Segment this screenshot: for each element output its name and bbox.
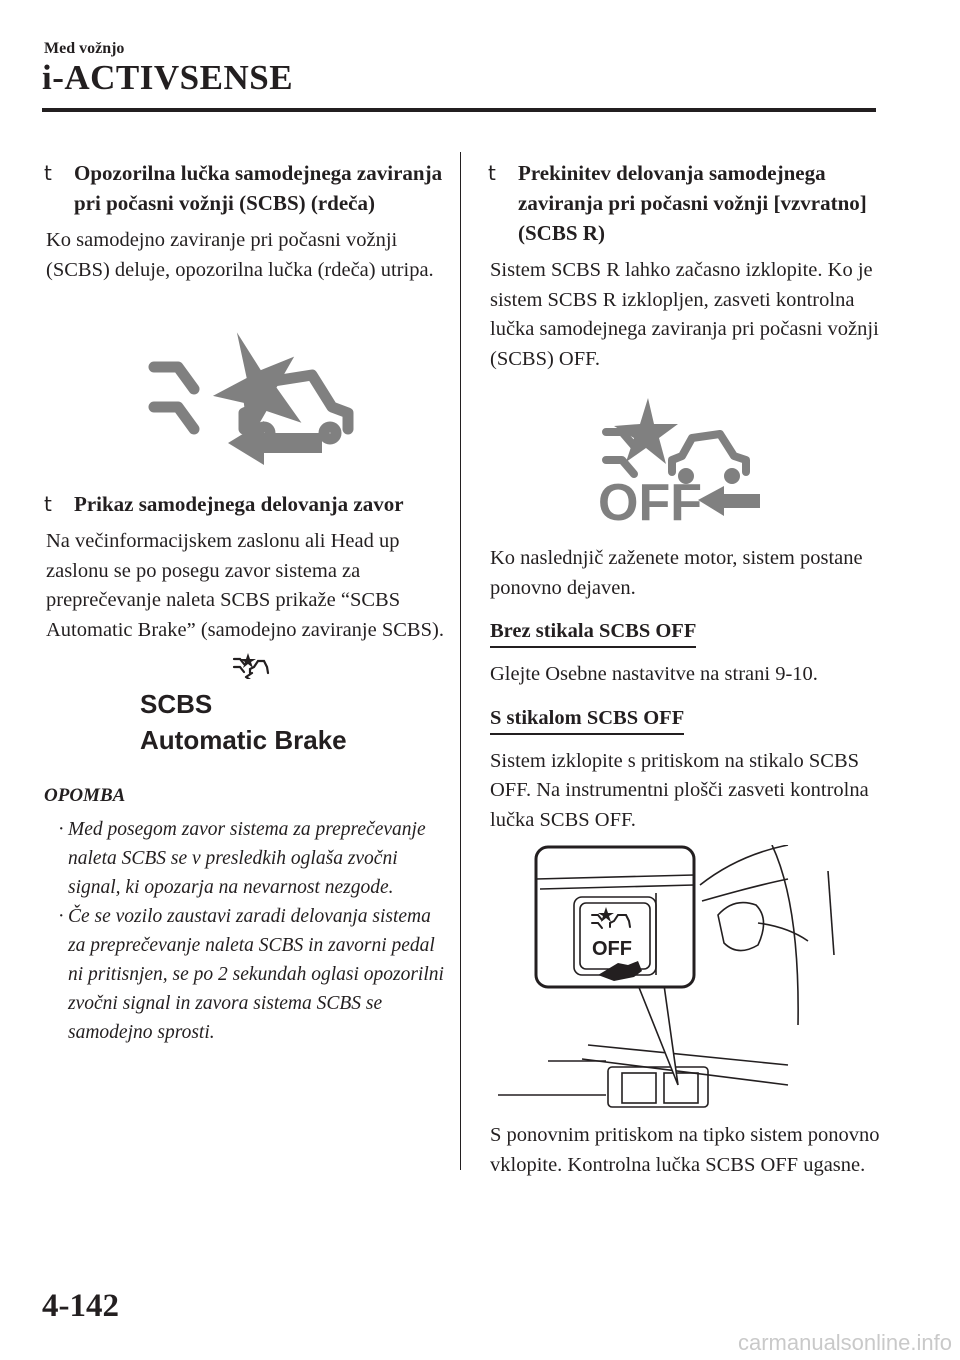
bullet-dot: · [58, 819, 65, 840]
note-item [44, 902, 444, 1047]
left-column [44, 158, 444, 1047]
paragraph: Glejte Osebne nastavitve na strani 9-10. [490, 663, 818, 685]
heading-scbs-r [488, 158, 888, 248]
off-text: OFF [598, 474, 702, 528]
bullet-dot: · [58, 906, 65, 927]
scbs-small-icon [230, 651, 270, 679]
subheading-no-switch: Brez stikala SCBS OFF [490, 617, 696, 648]
section-label: Med vožnjo [44, 40, 125, 57]
heading-text: Opozorilna lučka samodejnega zaviranja pri počasni vožnji (SCBS) (rdeča) [74, 161, 443, 215]
scbs-warning-icon [44, 295, 444, 475]
footer-watermark-url: carmanualsonline.info [737, 1330, 952, 1355]
heading-text: Prikaz samodejnega delovanja zavor [74, 492, 404, 516]
subheading-with-switch: S stikalom SCBS OFF [490, 704, 684, 735]
bullet-glyph: t [44, 492, 52, 516]
display-illustration [44, 651, 444, 763]
paragraph: Ko naslednjič zaženete motor, sistem postane ponovno dejaven. [490, 547, 863, 599]
bullet-glyph: t [488, 161, 496, 185]
dashboard-switch-illustration [488, 845, 888, 1109]
display-text-automatic-brake: Automatic Brake [140, 725, 347, 755]
note-text: Med posegom zavor sistema za preprečevanje naleta SCBS se v presledkih oglaša zvočni signal, ki opozarja na nevarnost nezgode. [68, 819, 426, 898]
note-item [44, 815, 444, 902]
paragraph: Sistem SCBS R lahko začasno izklopite. Ko je sistem SCBS R izklopljen, zasveti kontrolna lučka samodejnega zaviranja pri počasni vožnji (SCBS) OFF. [490, 259, 879, 370]
paragraph: Na večinformacijskem zaslonu ali Head up zaslonu se po posegu zavor sistema za preprečevanje naleta SCBS prikaže “SCBS Automatic Brake” (samodejno zaviranje SCBS). [46, 530, 444, 641]
note-text: Če se vozilo zaustavi zaradi delovanja sistema za preprečevanje naleta SCBS in zavorni pedal ni pritisnjen, se po 2 sekundah oglasi opozorilni zvočni signal in zavora sistema SCBS se samodejno sprosti. [68, 906, 444, 1043]
paragraph: Sistem izklopite s pritiskom na stikalo SCBS OFF. Na instrumentni plošči zasveti kontrolna lučka SCBS OFF. [490, 749, 869, 831]
column-divider [460, 152, 461, 1170]
heading-brake-display [44, 489, 444, 519]
page-number: 4-142 [42, 1288, 119, 1324]
heading-text: Prekinitev delovanja samodejnega zaviranja pri počasni vožnji [vzvratno] (SCBS R) [518, 161, 867, 245]
display-text-scbs: SCBS [140, 689, 213, 719]
header-divider [42, 108, 876, 112]
paragraph: Ko samodejno zaviranje pri počasni vožnji (SCBS) deluje, opozorilna lučka (rdeča) utripa. [46, 229, 434, 281]
switch-off-text: OFF [592, 938, 632, 960]
page-title: i-ACTIVSENSE [42, 58, 294, 97]
note-title: OPOMBA [44, 785, 126, 806]
scbs-off-icon [488, 388, 888, 528]
right-column [488, 158, 888, 1188]
bullet-glyph: t [44, 161, 52, 185]
paragraph: S ponovnim pritiskom na tipko sistem ponovno vklopite. Kontrolna lučka SCBS OFF ugasne. [490, 1124, 880, 1176]
heading-warning-light [44, 158, 444, 218]
